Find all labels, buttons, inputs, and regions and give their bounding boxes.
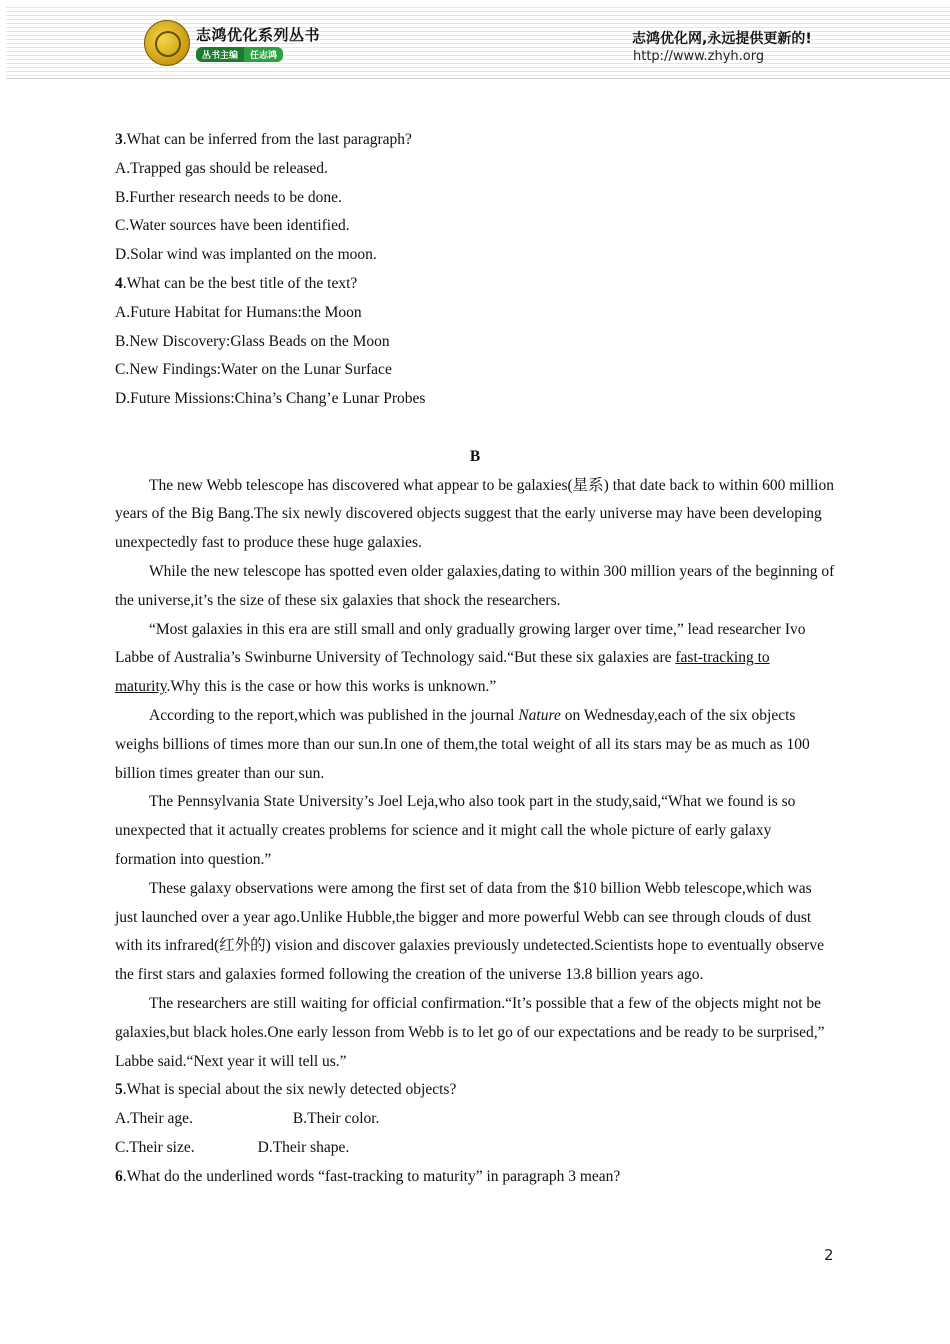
question-4-option-c: C.New Findings:Water on the Lunar Surface xyxy=(115,361,392,379)
question-3-option-c: C.Water sources have been identified. xyxy=(115,217,350,235)
question-5-option-b: B.Their color. xyxy=(292,1110,380,1128)
editor-badge xyxy=(196,47,283,62)
passage-paragraph-1: The new Webb telescope has discovered what appear to be galaxies(星系) that date back to within 600 million years of the Big Bang.The six newly discovered objects suggest that the early universe may have been developing unexpectedly fast to produce these huge galaxies. xyxy=(115,476,834,552)
passage-paragraph-6: These galaxy observations were among the first set of data from the $10 billion Webb telescope,which was just launched over a year ago.Unlike Hubble,the bigger and more powerful Webb can see through clouds of dust with its infrared(红外的) vision and discover galaxies previously undetected.Scientists hope to eventually observe the first stars and galaxies formed following the creation of the universe 13.8 billion years ago. xyxy=(115,879,824,984)
page-number: 2 xyxy=(824,1246,834,1264)
underlined-phrase: fast-tracking to maturity xyxy=(115,649,770,696)
publisher-logo-icon xyxy=(144,20,190,66)
header-divider xyxy=(6,78,950,79)
question-3-option-d: D.Solar wind was implanted on the moon. xyxy=(115,246,377,264)
question-3-option-b: B.Further research needs to be done. xyxy=(115,188,342,206)
passage-paragraph-2: While the new telescope has spotted even older galaxies,dating to within 300 million years of the beginning of the universe,it’s the size of these six galaxies that shock the researchers. xyxy=(115,562,835,609)
editor-name: 任志鸿 xyxy=(244,47,283,62)
paragraph-text: According to the report,which was published in the journal xyxy=(149,706,519,724)
passage-paragraph-7: The researchers are still waiting for official confirmation.“It’s possible that a few of the objects might not be galaxies,but black holes.One early lesson from Webb is to let go of our expectations and be ready to be surprised,” Labbe said.“Next year it will tell us.” xyxy=(115,994,825,1070)
question-4-stem xyxy=(115,270,835,299)
question-5-option-c: C.Their size. xyxy=(115,1138,195,1156)
question-number: 6 xyxy=(115,1167,123,1185)
question-5-options-row-1 xyxy=(115,1105,835,1134)
question-text: .What can be inferred from the last paragraph? xyxy=(122,131,412,148)
question-text: .What do the underlined words “fast-tracking to maturity” in paragraph 3 mean? xyxy=(122,1167,621,1185)
question-3-option-a: A.Trapped gas should be released. xyxy=(115,159,328,177)
section-heading: B xyxy=(469,447,481,465)
paragraph-text: “Most galaxies in this era are still small and only gradually growing larger over time,” lead researcher Ivo Labbe of Australia’s Swinburne University of Technology said.“But these six galaxies are xyxy=(115,620,806,667)
question-4-option-a: A.Future Habitat for Humans:the Moon xyxy=(115,303,362,321)
question-6-stem xyxy=(115,1163,835,1192)
passage-paragraph-5: The Pennsylvania State University’s Joel Leja,who also took part in the study,said,“What we found is so unexpected that it actually creates problems for science and it might call the whole picture of early galaxy formation into question.” xyxy=(115,793,796,868)
journal-name: Nature xyxy=(518,706,561,724)
question-3-stem xyxy=(115,126,835,155)
paragraph-text: .Why this is the case or how this works is unknown.” xyxy=(166,678,497,696)
question-text: .What is special about the six newly detected objects? xyxy=(122,1081,457,1099)
question-5-option-d: D.Their shape. xyxy=(257,1138,350,1156)
question-5-options-row-2 xyxy=(115,1134,835,1163)
question-4-option-d: D.Future Missions:China’s Chang’e Lunar Probes xyxy=(115,390,426,408)
passage-paragraph-3 xyxy=(115,616,835,702)
header-url: http://www.zhyh.org xyxy=(633,49,765,64)
question-number: 3 xyxy=(115,131,123,148)
section-spacer xyxy=(115,414,835,443)
series-title: 志鸿优化系列丛书 xyxy=(196,26,321,44)
question-4-option-b: B.New Discovery:Glass Beads on the Moon xyxy=(115,332,390,350)
editor-label: 丛书主编 xyxy=(196,47,244,62)
question-number: 5 xyxy=(115,1081,123,1099)
question-number: 4 xyxy=(115,274,123,292)
question-5-stem xyxy=(115,1076,835,1105)
question-text: .What can be the best title of the text? xyxy=(122,274,358,292)
header-slogan: 志鸿优化网,永远提供更新的! xyxy=(632,31,812,47)
paragraph-text: on Wednesday,each of the six objects weighs billions of times more than our sun.In one of them,the total weight of all its stars may be as much as 100 billion times greater than our sun. xyxy=(115,706,810,782)
question-5-option-a: A.Their age. xyxy=(115,1110,193,1128)
passage-paragraph-4 xyxy=(115,702,835,788)
document-body xyxy=(115,126,835,1191)
